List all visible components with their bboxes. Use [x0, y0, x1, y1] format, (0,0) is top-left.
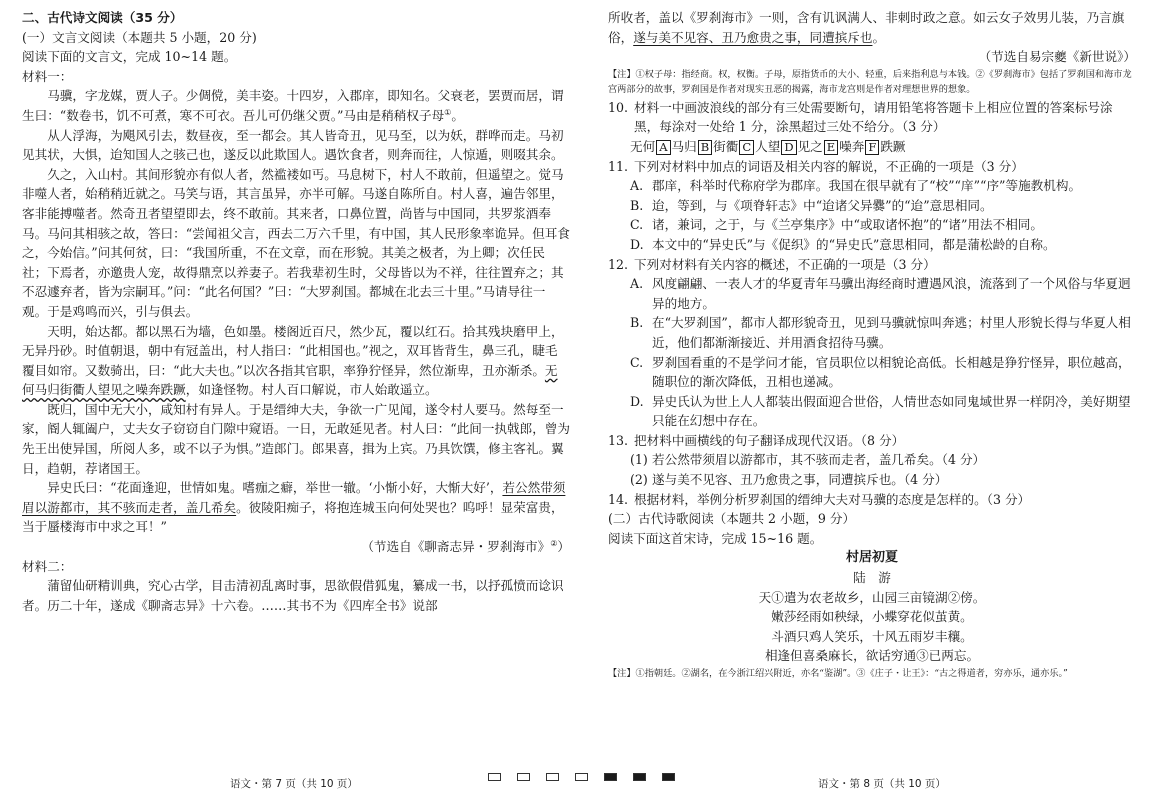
- question-text: 根据材料，举例分析罗刹国的缙绅大夫对马骥的态度是怎样的。（3 分）: [634, 491, 1031, 507]
- question-text: 下列对材料中加点的词语及相关内容的解说，不正确的一项是（3 分）: [634, 158, 1024, 174]
- option-text: 遂与美不见容、丑乃愈贵之事，同遭摈斥也。（4 分）: [652, 472, 948, 488]
- poem-line: 相逢但喜桑麻长，欲话穷通③已两忘。: [764, 648, 980, 664]
- answer-box: B: [698, 140, 712, 155]
- marker-square: [546, 773, 559, 781]
- left-page: [22, 8, 570, 615]
- material1-label: 材料一：: [22, 68, 73, 84]
- question-number: 13.: [608, 432, 629, 448]
- answer-box: D: [781, 140, 796, 155]
- page-footer-right: 语文・第 8 页（共 10 页）: [818, 778, 946, 790]
- poem-author: 陆 游: [853, 570, 891, 586]
- paragraph-end: 。: [872, 29, 886, 45]
- question-14: [608, 490, 1136, 510]
- poem-line: 嫩莎经雨如秧绿，小蝶穿花似茧黄。: [771, 609, 973, 625]
- paragraph-3: 久之，入山村。其间形貌亦有似人者，然褴褛如丐。马息树下，村人不敢前，但遥望之。觉马非噬人者，始稍稍近就之。马笑与语，其言虽异，亦半可解。马遂自陈所自。村人喜，遍告邻里，客非能搏噬者。然奇丑者望望即去，终不敢前。其来者，口鼻位置，尚皆与中国同，共罗浆酒奉马。马问其相骇之故，答曰：“尝闻祖父言，西去二万六千里，有中国，其人民形象率诡异。但耳食之，今始信。”问其何贫，曰：“我国所重，不在文章，而在形貌。其美之极者，为上卿；次任民社；下焉者，亦邀贵人宠，故得鼎烹以养妻子。若我辈初生时，父母皆以为不祥，往往置弃之；其不忍遽弃者，皆为宗嗣耳。”问：“此名何国？”曰：“大罗刹国。都城在北去三十里。”马请导往一观。于是鸡鸣而兴，引与俱去。: [22, 166, 570, 319]
- option-label: B.: [630, 315, 644, 331]
- source-citation-2: （节选自易宗夔《新世说》）: [978, 49, 1136, 65]
- footnote-mark: ①: [444, 107, 452, 117]
- answer-box: C: [739, 140, 754, 155]
- option-item: [608, 235, 1136, 255]
- marker-square: [575, 773, 588, 781]
- page-footer-left: 语文・第 7 页（共 10 页）: [230, 778, 358, 790]
- material2-paragraph: 蒲留仙研精训典，究心古学，目击清初乱离时事，思欲假借狐鬼，纂成一书，以抒孤愤而谂识者。历二十年，遂成《聊斋志异》十六卷。……其书不为《四库全书》说部: [22, 578, 564, 613]
- subsection-title: (一）文言文阅读（本题共 5 小题，20 分): [22, 29, 257, 45]
- question-number: 14.: [608, 491, 629, 507]
- paragraph-text: 。彼陵阳痴子，将抱连城玉向何处哭也？呜呼！显荣富贵，当于蜃楼海市中求之耳！”: [22, 499, 564, 535]
- option-item: [608, 450, 1136, 470]
- paragraph-4: [22, 322, 570, 400]
- option-item: [608, 353, 1136, 392]
- option-item: [608, 274, 1136, 313]
- subsection-title-2: (二）古代诗歌阅读（本题共 2 小题，9 分）: [608, 511, 856, 527]
- question-12-options: [608, 274, 1136, 431]
- question-10: [608, 98, 1136, 137]
- instruction: 阅读下面的文言文，完成 10~14 题。: [22, 49, 237, 65]
- source-citation-1: [22, 537, 570, 557]
- material2-label: 材料二：: [22, 558, 73, 574]
- section-title: 二、古代诗文阅读（35 分）: [22, 10, 183, 25]
- option-item: [608, 215, 1136, 235]
- paragraph-text: 天明，始达都。都以黑石为墙，色如墨。楼阁近百尺，然少瓦，覆以红石。拾其残块磨甲上，无异丹砂。时值朝退，朝中有冠盖出，村人指曰：“此相国也。”视之，双耳皆背生，鼻三孔，睫毛覆目如帘。又数骑出，曰：“此大夫也。”以次各指其官职，率狰狞怪异，然位渐卑，丑亦渐杀。: [22, 323, 564, 378]
- option-label: (2): [630, 472, 648, 488]
- answer-box: A: [656, 140, 670, 155]
- option-item: [608, 313, 1136, 352]
- paragraph-2: 从人浮海，为飓风引去，数昼夜，至一都会。其人皆奇丑，见马至，以为妖，群哗而走。马初见其状，大惧，迨知国人之骇己也，遂反以此欺国人。遇饮食者，则奔而往，人惊遁，则啜其余。: [22, 127, 564, 163]
- question-number: 11.: [608, 158, 629, 174]
- marker-square-filled: [633, 773, 646, 781]
- wavy-underlined-text: 无何马归街衢人望见之噪奔跌蹶: [22, 362, 558, 398]
- footnote-1: 【注】①权子母：指经商。权，权衡。子母，原指货币的大小、轻重，后来指利息与本钱。②《罗刹海市》包括了罗刹国和海市龙宫两部分的故事，罗刹国是作者对现实丑恶的揭露，海市龙宫则是作者对理想世界的想象。: [608, 68, 1132, 96]
- answer-box: E: [824, 140, 838, 155]
- option-label: C.: [630, 217, 644, 233]
- option-text: 异史氏认为世上人人都装出假面迎合世俗，人情世态如同鬼域世界一样阴冷，美好期望只能在幻想中存在。: [652, 393, 1131, 429]
- paragraph-end: 。: [451, 107, 464, 123]
- citation-text: （节选自《聊斋志异・罗刹海市》: [361, 539, 551, 555]
- option-text: 罗刹国看重的不是学问才能，官员职位以相貌论高低。长相越是狰狞怪异，职位越高，随职位的渐次降低，丑相也递减。: [652, 354, 1131, 390]
- option-text: 风度翩翩、一表人才的华夏青年马骥出海经商时遭遇风浪，流落到了一个风俗与华夏迥异的地方。: [652, 276, 1131, 311]
- footnote-2: 【注】①指朝廷。②湖名，在今浙江绍兴附近，亦名“鉴湖”。③《庄子・让王》：“古之得道者，穷亦乐，通亦乐。”: [608, 668, 1068, 679]
- question-number: 10.: [608, 99, 629, 115]
- underlined-text: 遂与美不见容、丑乃愈贵之事，同遭摈斥也: [633, 29, 873, 45]
- underlined-text: 若公然带须眉以游都市，其不骇而走者，盖几希矣: [22, 480, 566, 515]
- option-label: (1): [630, 452, 648, 468]
- instruction-2: 阅读下面这首宋诗，完成 15~16 题。: [608, 530, 823, 546]
- sequence-text: 人望: [755, 138, 781, 154]
- option-text: 若公然带须眉以游都市，其不骇而走者，盖几希矣。（4 分）: [652, 452, 986, 468]
- option-label: C.: [630, 354, 644, 370]
- option-label: B.: [630, 197, 644, 213]
- material2-continued: [608, 8, 1136, 47]
- option-item: [608, 470, 1136, 490]
- option-item: [608, 392, 1136, 431]
- poem-line: 斗酒只鸡人笑乐，十风五雨岁丰穰。: [771, 628, 973, 644]
- option-text: 本文中的“异史氏”与《促织》的“异史氏”意思相同，都是蒲松龄的自称。: [652, 236, 1056, 252]
- poem-title: 村居初夏: [845, 550, 898, 566]
- paragraph-text: 所收者，盖以《罗刹海市》一则，含有讥讽满人、非刺时政之意。如云女子效男儿装，乃言旗俗，: [608, 10, 1125, 45]
- question-11-options: [608, 176, 1136, 254]
- option-item: [608, 196, 1136, 216]
- option-label: D.: [630, 236, 644, 252]
- sequence-text: 无何: [630, 138, 656, 154]
- sequence-text: 见之: [797, 138, 823, 154]
- question-text: 把材料中画横线的句子翻译成现代汉语。（8 分）: [634, 432, 905, 448]
- question-number: 12.: [608, 256, 629, 272]
- paragraph-6: [22, 478, 570, 537]
- marker-square: [488, 773, 501, 781]
- option-text: 诸，兼词，之于，与《兰亭集序》中“或取诸怀抱”的“诸”用法不相同。: [652, 217, 1043, 233]
- question-text: 材料一中画波浪线的部分有三处需要断句，请用铅笔将答题卡上相应位置的答案标号涂黑，每涂对一处给 1 分，涂黑超过三处不给分。（3 分）: [634, 99, 1113, 135]
- marker-square-filled: [604, 773, 617, 781]
- poem-line: 天①遣为农老故乡，山园三亩镜湖②傍。: [758, 589, 986, 605]
- option-label: D.: [630, 393, 644, 409]
- paragraph-5: 既归，国中无大小，咸知村有异人。于是缙绅大夫，争欲一广见闻，遂令村人要马。然每至一家，阍人辄阖户，丈夫女子窃窃自门隙中窥语。一日，无敢延见者。村人曰：“此间一执戟郎，曾为先王出使异国，所阅人多，或不以子为惧。”造郎门。郎果喜，揖为上宾。乃具饮馔，修主客礼。翼日，趋朝，荐诸国王。: [22, 401, 570, 476]
- option-label: A.: [630, 178, 644, 194]
- paragraph-text: 马骥，字龙媒，贾人子。少倜傥，美丰姿。十四岁，入郡庠，即知名。父衰老，罢贾而居，谓生曰：“数卷书，饥不可煮，寒不可衣。吾儿可仍继父贾。”马由是稍稍权子母: [22, 88, 564, 123]
- footnote-mark: ②: [550, 538, 558, 548]
- sequence-text: 噪奔: [839, 138, 865, 154]
- paragraph-1: [22, 86, 570, 125]
- marker-square-filled: [662, 773, 675, 781]
- paragraph-text: ，如逢怪物。村人百口解说，市人始敢遥立。: [185, 382, 438, 398]
- question-text: 下列对材料有关内容的概述，不正确的一项是（3 分）: [634, 256, 936, 272]
- option-label: A.: [630, 276, 644, 292]
- page-markers: [488, 773, 675, 781]
- option-item: [608, 176, 1136, 196]
- poem-body: [608, 588, 1136, 666]
- sequence-text: 街衢: [713, 138, 739, 154]
- question-13-options: [608, 450, 1136, 489]
- question-10-sequence: [608, 137, 1136, 157]
- marker-square: [517, 773, 530, 781]
- question-12: [608, 255, 1136, 275]
- citation-end: ）: [557, 539, 570, 555]
- question-13: [608, 431, 1136, 451]
- answer-box: F: [865, 140, 879, 155]
- sequence-text: 跌蹶: [880, 138, 906, 154]
- paragraph-text: 异史氏曰：“花面逢迎，世情如鬼。嗜痂之癖，举世一辙。‘小惭小好，大惭大好’，: [47, 480, 503, 496]
- option-text: 在“大罗刹国”，都市人都形貌奇丑，见到马骥就惊叫奔逃；村里人形貌长得与华夏人相近，他们都渐渐接近、并用酒食招待马骥。: [652, 315, 1131, 350]
- sequence-text: 马归: [671, 138, 697, 154]
- question-11: [608, 157, 1136, 177]
- right-page: [608, 8, 1136, 682]
- option-text: 郡庠，科举时代称府学为郡庠。我国在很早就有了“校”“庠”“序”等施教机构。: [652, 178, 1082, 194]
- option-text: 迨，等到，与《项脊轩志》中“迨诸父异爨”的“迨”意思相同。: [652, 197, 993, 213]
